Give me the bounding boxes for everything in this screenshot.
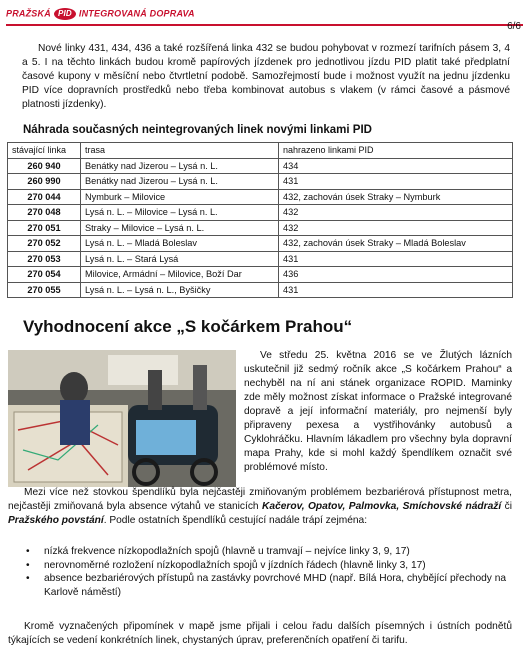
- closing-paragraph: Kromě vyznačených připomínek v mapě jsme přijali i celou řadu dalších písemných i ústních podnětů týkajících se vedení konkrétních linek, chystaných úprav, preferenčních opatření či tarifu.: [8, 621, 512, 646]
- line-number: 270 048: [8, 205, 81, 221]
- route: Benátky nad Jizerou – Lysá n. L.: [81, 158, 279, 174]
- table-row: [8, 189, 513, 205]
- col-header-replacement: nahrazeno linkami PID: [279, 143, 513, 159]
- col-header-current-line: stávající linka: [8, 143, 81, 159]
- route: Straky – Milovice – Lysá n. L.: [81, 220, 279, 236]
- line-number: 270 052: [8, 236, 81, 252]
- problems-list: [26, 545, 512, 599]
- pid-logo: [6, 8, 195, 20]
- problems-text-a: Mezi více než stovkou špendlíků byla nejčastěji zmiňovaným problémem bezbariérová přístupnost metra, nejčastěji zmiňovaná byla absence výtahů ve stanicích: [8, 487, 512, 512]
- line-number: 270 051: [8, 220, 81, 236]
- page-header: [6, 4, 523, 26]
- table-row: [8, 236, 513, 252]
- event-paragraph: Ve středu 25. května 2016 se ve Žlutých lázních uskutečnil již sedmý ročník akce „S kočárkem Prahou“ a nechyběl na ní ani stánek organizace ROPID. Maminky zde měly možnost získat informace o Pražské integrované dopravě a její informační materiály, pro nejmenší byly připraveny pexesa a vystřihovánky autobusů a Cyklohráčku. Hlavním lákadlem pro všechny byla dopravní mapa Prahy, kde si mohl každý špendlíkem označit své problémové místo.: [244, 350, 512, 473]
- route: Nymburk – Milovice: [81, 189, 279, 205]
- replacement: 432, zachován úsek Straky – Mladá Boleslav: [279, 236, 513, 252]
- station-povstani: Pražského povstání: [8, 515, 104, 526]
- line-number: 270 055: [8, 282, 81, 298]
- route: Lysá n. L. – Lysá n. L., Byšičky: [81, 282, 279, 298]
- replacement: 432: [279, 205, 513, 221]
- header-rule: [6, 24, 523, 26]
- line-number: 270 054: [8, 267, 81, 283]
- list-item: • nerovnoměrné rozložení nízkopodlažních spojů v jízdních řádech (hlavně linky 3, 17): [26, 559, 512, 573]
- problems-text-c: či: [501, 501, 513, 512]
- list-item: • nízká frekvence nízkopodlažních spojů (hlavně u tramvají – nejvíce linky 3, 9, 17): [26, 545, 512, 559]
- replacement: 431: [279, 174, 513, 190]
- lines-table: [7, 142, 513, 298]
- line-number: 260 990: [8, 174, 81, 190]
- route: Milovice, Armádní – Milovice, Boží Dar: [81, 267, 279, 283]
- pid-badge: PID: [54, 8, 76, 20]
- line-number: 270 044: [8, 189, 81, 205]
- replacement: 432: [279, 220, 513, 236]
- table-row: [8, 282, 513, 298]
- route: Lysá n. L. – Milovice – Lysá n. L.: [81, 205, 279, 221]
- replacement: 436: [279, 267, 513, 283]
- table-row: [8, 158, 513, 174]
- problems-text-e: . Podle ostatních špendlíků cestující nadále trápí zejména:: [103, 515, 368, 526]
- page-number: 6/6: [507, 21, 521, 32]
- brand-left: PRAŽSKÁ: [6, 8, 51, 19]
- route: Lysá n. L. – Mladá Boleslav: [81, 236, 279, 252]
- replacement: 431: [279, 251, 513, 267]
- table-row: [8, 205, 513, 221]
- replacement: 432, zachován úsek Straky – Nymburk: [279, 189, 513, 205]
- col-header-route: trasa: [81, 143, 279, 159]
- problems-paragraph: [8, 486, 512, 528]
- table-title: Náhrada současných neintegrovaných linek novými linkami PID: [23, 124, 372, 136]
- table-row: [8, 251, 513, 267]
- list-item: • absence bezbariérových přístupů na zastávky povrchové MHD (např. Bílá Hora, chybějící přechody na Karlově náměstí): [26, 572, 512, 599]
- stations-list: Kačerov, Opatov, Palmovka, Smíchovské nádraží: [262, 501, 502, 512]
- route: Benátky nad Jizerou – Lysá n. L.: [81, 174, 279, 190]
- table-row: [8, 220, 513, 236]
- route: Lysá n. L. – Stará Lysá: [81, 251, 279, 267]
- event-photo: [8, 350, 236, 487]
- table-row: [8, 174, 513, 190]
- brand-right: INTEGROVANÁ DOPRAVA: [78, 8, 195, 19]
- line-number: 260 940: [8, 158, 81, 174]
- replacement: 431: [279, 282, 513, 298]
- table-row: [8, 267, 513, 283]
- replacement: 434: [279, 158, 513, 174]
- table-header-row: [8, 143, 513, 159]
- line-number: 270 053: [8, 251, 81, 267]
- section-heading: Vyhodnocení akce „S kočárkem Prahou“: [23, 317, 353, 336]
- intro-paragraph: Nové linky 431, 434, 436 a také rozšířená linka 432 se budou pohybovat v rozmezí tarifních pásem 3, 4 a 5. I na těchto linkách budou kromě papírových jízdenek pro jednotlivou jízdu PID platit také předplatní časové kupony v měsíční nebo čtvrtletní podobě. Samozřejmostí bude i možnost využít na jednu jízdenku PID více dopravních prostředků nebo třeba kombinovat autobus s vlakem (v rámci časové a pásmové platnosti jízdenky).: [22, 43, 510, 110]
